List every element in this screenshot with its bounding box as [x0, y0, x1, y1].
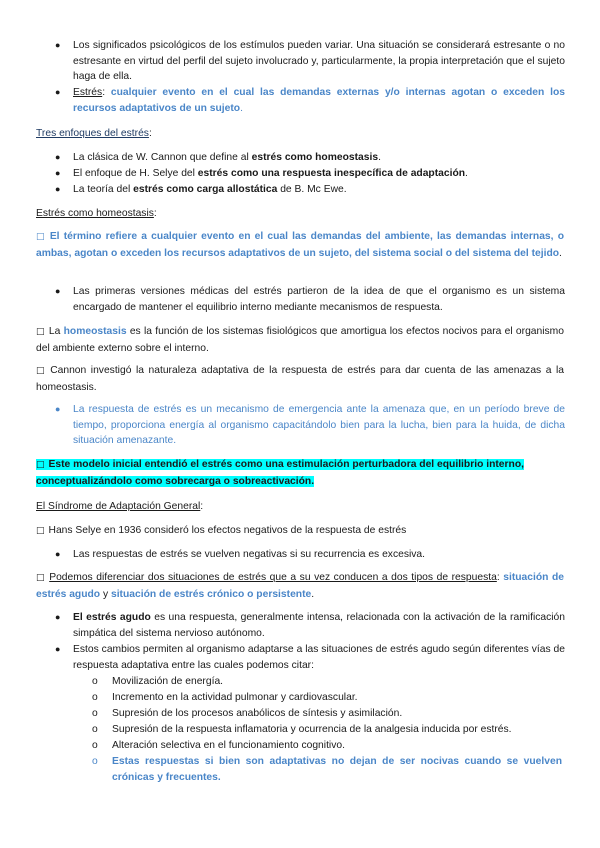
- bullet-marker: ●: [55, 644, 61, 654]
- section-heading-homeostasis: Estrés como homeostasis:: [36, 208, 157, 219]
- bullet-text: Estrés: cualquier evento en el cual las demandas externas y/o internas agotan o exceden los recursos adaptativos de un sujeto.: [73, 87, 565, 114]
- estres-definition: cualquier evento en el cual las demandas externas y/o internas agotan o exceden los recursos adaptativos de un sujeto: [73, 87, 565, 114]
- bullet-marker: ●: [55, 40, 61, 50]
- paragraph: □ Cannon investigó la naturaleza adaptativa de la respuesta de estrés para dar cuenta de las amenazas a la homeostasis.: [36, 365, 564, 393]
- bullet-marker: ●: [55, 168, 61, 178]
- bullet-marker: ●: [55, 286, 61, 296]
- bullet-text: Los significados psicológicos de los estímulos pueden variar. Una situación se considerará estresante o no estresante en virtud del perfil del sujeto involucrado y, particularmente, la propia interpretación que el sujeto haga de ella.: [73, 40, 565, 82]
- bullet-marker: ●: [55, 404, 61, 414]
- bullet-marker: ●: [55, 87, 61, 97]
- bullet-marker: ●: [55, 612, 61, 622]
- paragraph: □ Hans Selye en 1936 consideró los efectos negativos de la respuesta de estrés: [36, 525, 407, 536]
- highlighted-paragraph: □ Este modelo inicial entendió el estrés como una estimulación perturbadora del equilibrio interno, conceptualizándolo como sobrecarga o sobreactivación.: [36, 459, 524, 487]
- section-heading-enfoques: Tres enfoques del estrés:: [36, 128, 152, 139]
- paragraph: □ El término refiere a cualquier evento en el cual las demandas del ambiente, las demandas internas, o ambas, agotan o exceden los recursos adaptativos de un sujeto, del sistema social o del sistema del tejido.: [36, 231, 564, 259]
- bullet-marker: ●: [55, 152, 61, 162]
- document-page: ● Los significados psicológicos de los estímulos pueden variar. Una situación se considerará estresante o no estresante en virtud del perfil del sujeto involucrado y, particularmente, la propia interpretación que el sujeto haga de ella. ● Estrés: cualquier evento en el cual las demandas externas y/o internas agotan o exceden los recursos adaptativos de un sujeto. Tres enfoques del estrés: ● La clásica de W. Cannon que define al estrés como homeostasis. ● El enfoque de H. Selye del estrés como una respuesta inespecífica de adaptación. ● La teoría del estrés como carga allostática de B. Mc Ewe. Estrés como homeostasis: □ El término refiere a cualquier evento en el cual las demandas del ambiente, las demandas internas, o ambas, agotan o exceden los recursos adaptativos de un sujeto, del sistema social o del sistema del tejido. ● Las primeras versiones médicas del estrés partieron de la idea de que el organismo es un sistema encargado de mantener el equilibrio interno mediante mecanismos de respuesta. □ La homeostasis es la función de los sistemas fisiológicos que amortigua los efectos nocivos para el organismo del ambiente externo sobre el interno. □ Cannon investigó la naturaleza adaptativa de la respuesta de estrés para dar cuenta de las amenazas a la homeostasis. ● La respuesta de estrés es un mecanismo de emergencia ante la amenaza que, en un período breve de tiempo, proporciona energía al organismo capacitándolo bien para la lucha, bien para la huida, de dicha situación amenazante. □ Este modelo inicial entendió el estrés como una estimulación perturbadora del equilibrio interno, conceptualizándolo como sobrecarga o sobreactivación. El Síndrome de Adaptación General: □ Hans Selye en 1936 consideró los efectos negativos de la respuesta de estrés ● Las respuestas de estrés se vuelven negativas si su recurrencia es excesiva. □ Podemos diferenciar dos situaciones de estrés que a su vez conducen a dos tipos de respuesta: situación de estrés agudo y situación de estrés crónico o persistente. ● El estrés agudo es una respuesta, generalmente intensa, relacionada con la activación de la ramificación simpática del sistema nervioso autónomo. ● Estos cambios permiten al organismo adaptarse a las situaciones de estrés agudo según diferentes vías de respuesta adaptativa entre las cuales podemos citar: o Movilización de energía. o Incremento en la actividad pulmonar y cardiovascular. o Supresión de los procesos anabólicos de síntesis y asimilación. o Supresión de la respuesta inflamatoria y ocurrencia de la analgesia inducida por estrés. o Alteración selectiva en el funcionamiento cognitivo. o Estas respuestas si bien son adaptativas no dejan de ser nocivas cuando se vuelven crónicas y frecuentes.: [36, 40, 565, 783]
- section-heading-sindrome: El Síndrome de Adaptación General:: [36, 501, 204, 512]
- bullet-marker: ●: [55, 184, 61, 194]
- bullet-marker: ●: [55, 549, 61, 559]
- paragraph: □ Podemos diferenciar dos situaciones de estrés que a su vez conducen a dos tipos de respuesta: situación de estrés agudo y situación de estrés crónico o persistente.: [36, 572, 565, 600]
- term-estres: Estrés: [73, 87, 103, 98]
- paragraph: □ La homeostasis es la función de los sistemas fisiológicos que amortigua los efectos nocivos para el organismo del ambiente externo sobre el interno.: [36, 326, 564, 354]
